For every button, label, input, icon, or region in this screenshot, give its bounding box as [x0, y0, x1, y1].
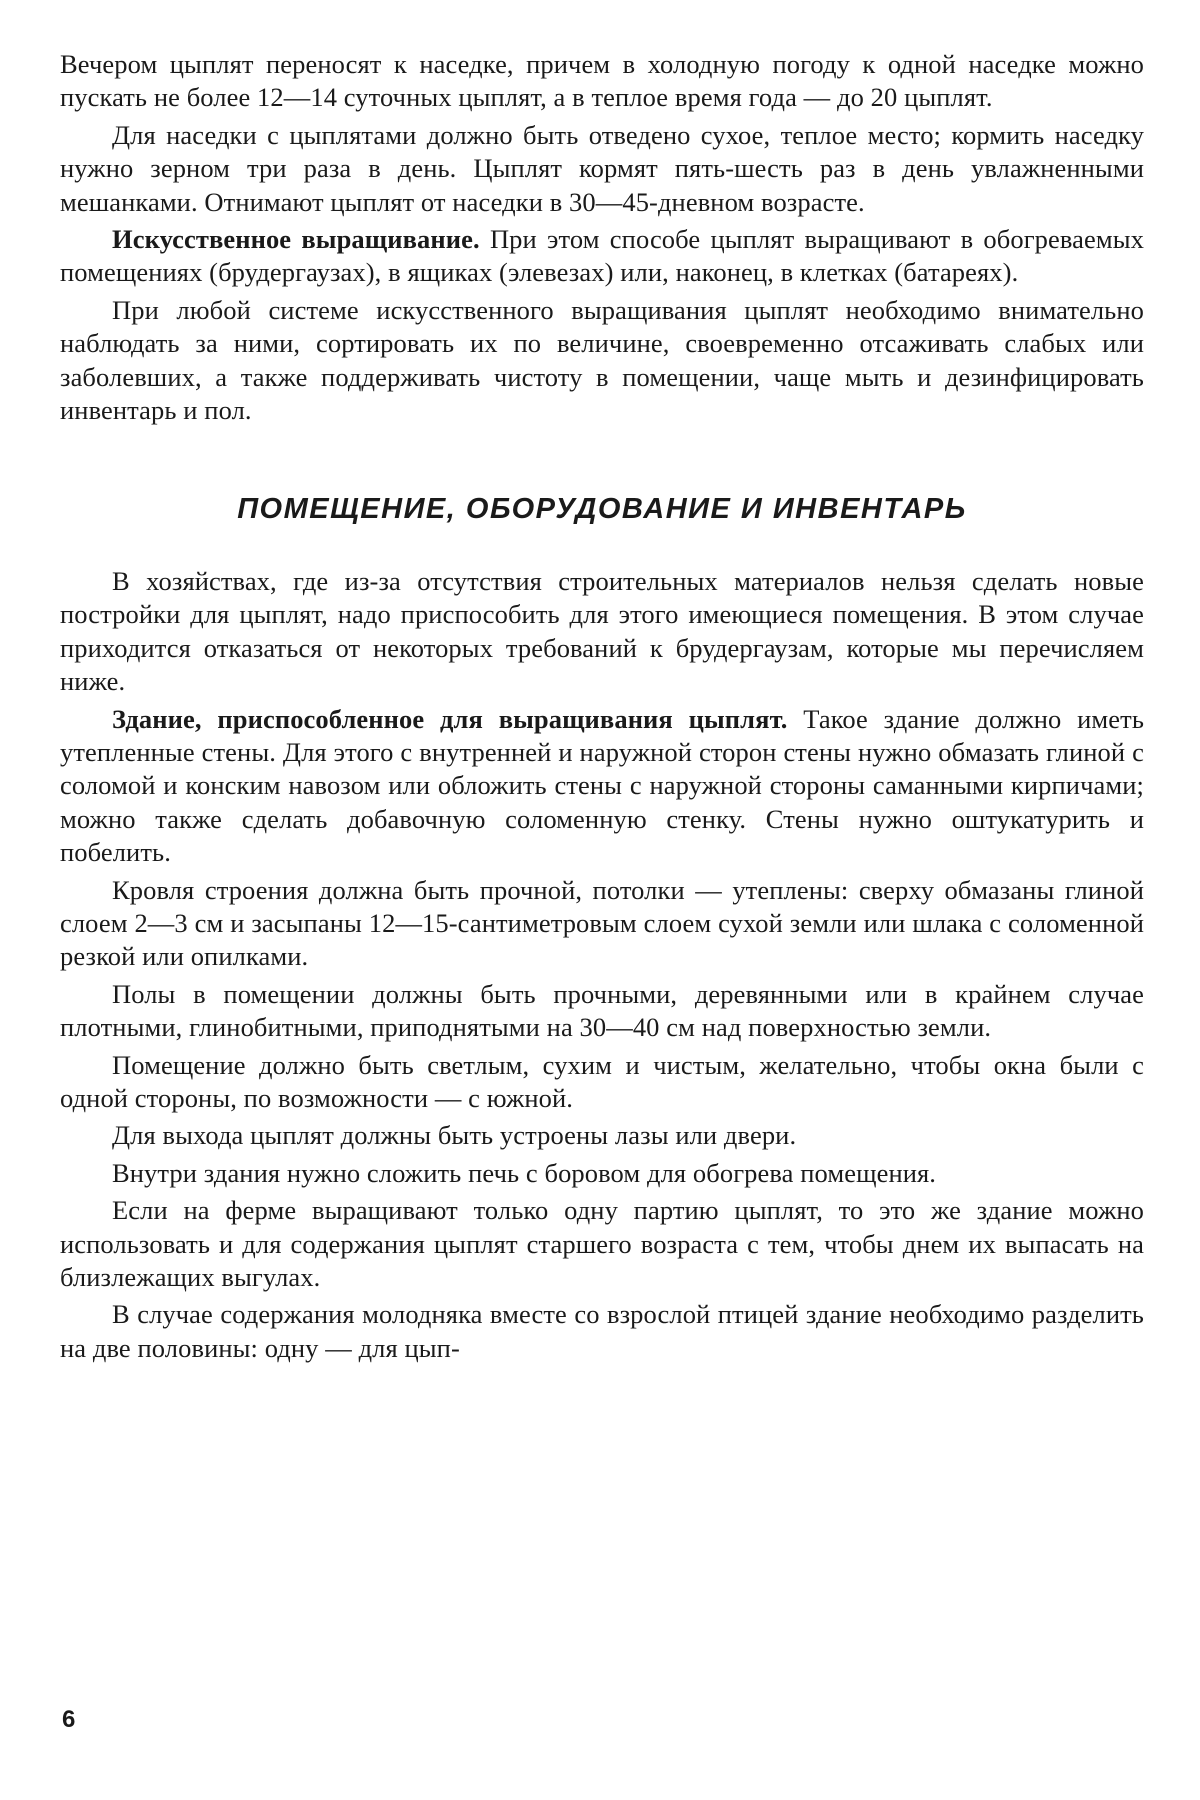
paragraph: Вечером цыплят переносят к наседке, причем в холодную погоду к одной наседке можно пускать не более 12—14 суточных цыплят, а в теплое время года — до 20 цыплят.: [60, 49, 1144, 113]
paragraph-text: При этом способе цыплят выращивают в обогреваемых помещениях (брудергаузах), в ящиках (элевезах) или, наконец, в клетках (батареях).: [60, 224, 1144, 288]
paragraph: В хозяйствах, где из-за отсутствия строительных материалов нельзя сделать новые постройки для цыплят, надо приспособить для этого имеющиеся помещения. В этом случае приходится отказаться от некоторых требований к брудергаузам, которые мы перечисляем ниже.: [60, 565, 1144, 697]
page-number: 6: [62, 1706, 76, 1733]
paragraph-lead: Искусственное выращивание.: [112, 224, 480, 255]
paragraph-text: Такое здание должно иметь утепленные стены. Для этого с внутренней и наружной сторон стены нужно обмазать глиной с соломой и конским навозом или обложить стены с наружной стороны саманными кирпичами; можно также сделать добавочную соломенную стенку. Стены нужно оштукатурить и побелить.: [60, 703, 1145, 868]
paragraph: [60, 223, 1144, 290]
paragraph: [60, 703, 1144, 870]
paragraph: Полы в помещении должны быть прочными, деревянными или в крайнем случае плотными, глинобитными, приподнятыми на 30—40 см над поверхностью земли.: [60, 978, 1144, 1043]
paragraph: Для выхода цыплят должны быть устроены лазы или двери.: [112, 1120, 797, 1151]
paragraph: Помещение должно быть светлым, сухим и чистым, желательно, чтобы окна были с одной стороны, по возможности — с южной.: [60, 1049, 1144, 1113]
document-page: [60, 48, 1144, 1369]
paragraph: Внутри здания нужно сложить печь с боровом для обогрева помещения.: [112, 1157, 937, 1188]
paragraph: В случае содержания молодняка вместе со взрослой птицей здание необходимо разделить на две половины: одну — для цып-: [60, 1299, 1144, 1363]
section-heading: ПОМЕЩЕНИЕ, ОБОРУДОВАНИЕ И ИНВЕНТАРЬ: [237, 493, 967, 526]
paragraph-lead: Здание, приспособленное для выращивания цыплят.: [112, 703, 788, 734]
paragraph: Для наседки с цыплятами должно быть отведено сухое, теплое место; кормить наседку нужно зерном три раза в день. Цыплят кормят пять-шесть раз в день увлажненными мешанками. Отнимают цыплят от наседки в 30—45-дневном возрасте.: [60, 119, 1144, 217]
paragraph: Если на ферме выращивают только одну партию цыплят, то это же здание можно использовать и для содержания цыплят старшего возраста с тем, чтобы днем их выпасать на близлежащих выгулах.: [60, 1195, 1144, 1292]
paragraph: Кровля строения должна быть прочной, потолки — утеплены: сверху обмазаны глиной слоем 2—3 см и засыпаны 12—15-сантиметровым слоем сухой земли или шлака с соломенной резкой или опилками.: [60, 874, 1144, 972]
paragraph: При любой системе искусственного выращивания цыплят необходимо внимательно наблюдать за ними, сортировать их по величине, своевременно отсаживать слабых или заболевших, а также поддерживать чистоту в помещении, чаще мыть и дезинфицировать инвентарь и пол.: [60, 294, 1144, 426]
